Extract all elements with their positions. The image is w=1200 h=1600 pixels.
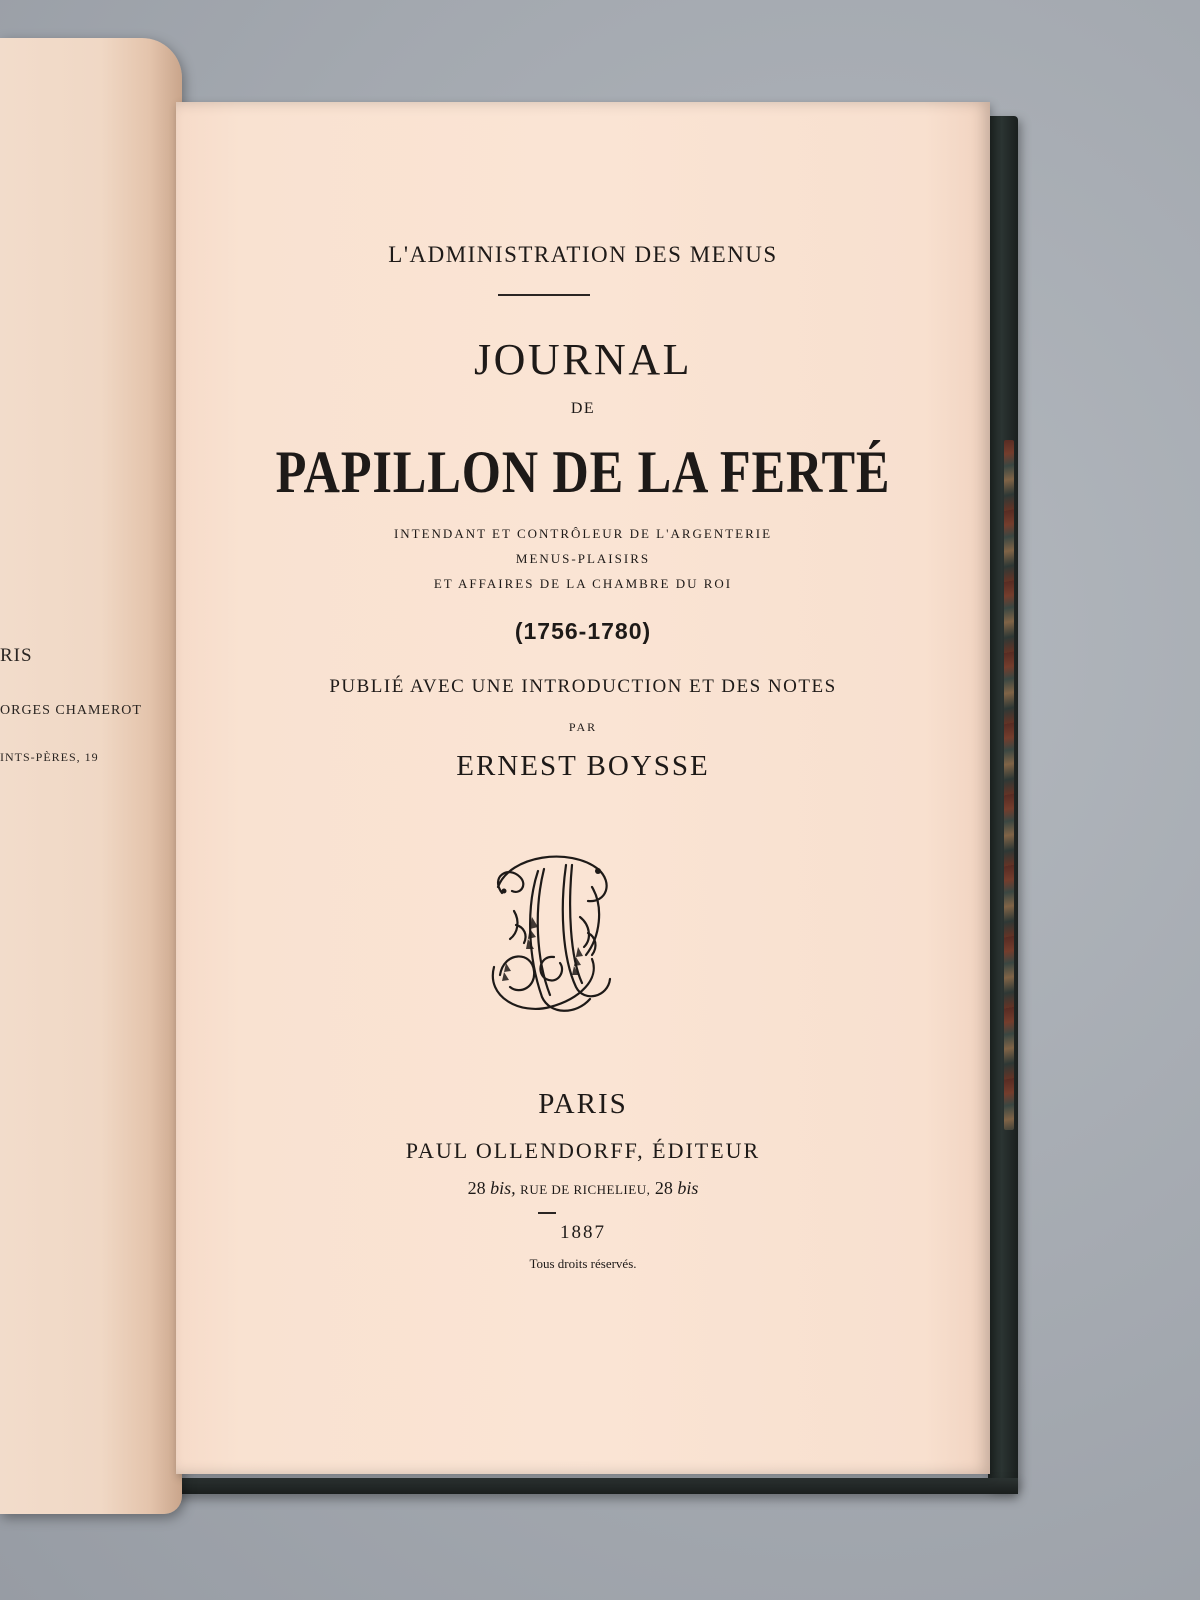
book-board-bottom — [170, 1478, 1018, 1494]
published-line: PUBLIÉ AVEC UNE INTRODUCTION ET DES NOTES — [329, 676, 837, 697]
subtitle-line-1: INTENDANT ET CONTRÔLEUR DE L'ARGENTERIE — [393, 526, 773, 541]
publication-year: 1887 — [560, 1222, 606, 1243]
date-range: (1756-1780) — [514, 618, 652, 644]
subtitle-line-3: ET AFFAIRES DE LA CHAMBRE DU ROI — [433, 576, 733, 591]
address-number-b: 28 — [654, 1178, 673, 1198]
subtitle-line-2: MENUS-PLAISIRS — [515, 551, 651, 566]
par-word: PAR — [568, 720, 598, 734]
publisher-address — [176, 1178, 990, 1199]
facing-line-2: ORGES CHAMEROT — [0, 703, 142, 718]
series-title: L'ADMINISTRATION DES MENUS — [388, 242, 778, 267]
title-page — [176, 102, 990, 1474]
address-bis-a: bis, — [490, 1178, 516, 1198]
address-bis-b: bis — [677, 1178, 699, 1198]
marbled-edge — [1004, 440, 1014, 1130]
address-street: RUE DE RICHELIEU, — [520, 1182, 651, 1197]
facing-line-3: INTS-PÈRES, 19 — [0, 750, 99, 764]
facing-line-1: RIS — [0, 645, 33, 666]
editor-name: ERNEST BOYSSE — [456, 750, 710, 782]
title-rule — [498, 294, 590, 296]
main-title: PAPILLON DE LA FERTÉ — [275, 439, 891, 505]
publication-city: PARIS — [538, 1088, 628, 1120]
rights-notice: Tous droits réservés. — [529, 1256, 637, 1271]
de-word: DE — [570, 400, 596, 417]
year-rule — [538, 1212, 556, 1214]
facing-page — [0, 38, 182, 1514]
journal-heading: JOURNAL — [474, 335, 692, 384]
publisher-name: PAUL OLLENDORFF, ÉDITEUR — [405, 1138, 761, 1163]
address-number-a: 28 — [467, 1178, 486, 1198]
ornamental-monogram-icon — [480, 847, 620, 1019]
